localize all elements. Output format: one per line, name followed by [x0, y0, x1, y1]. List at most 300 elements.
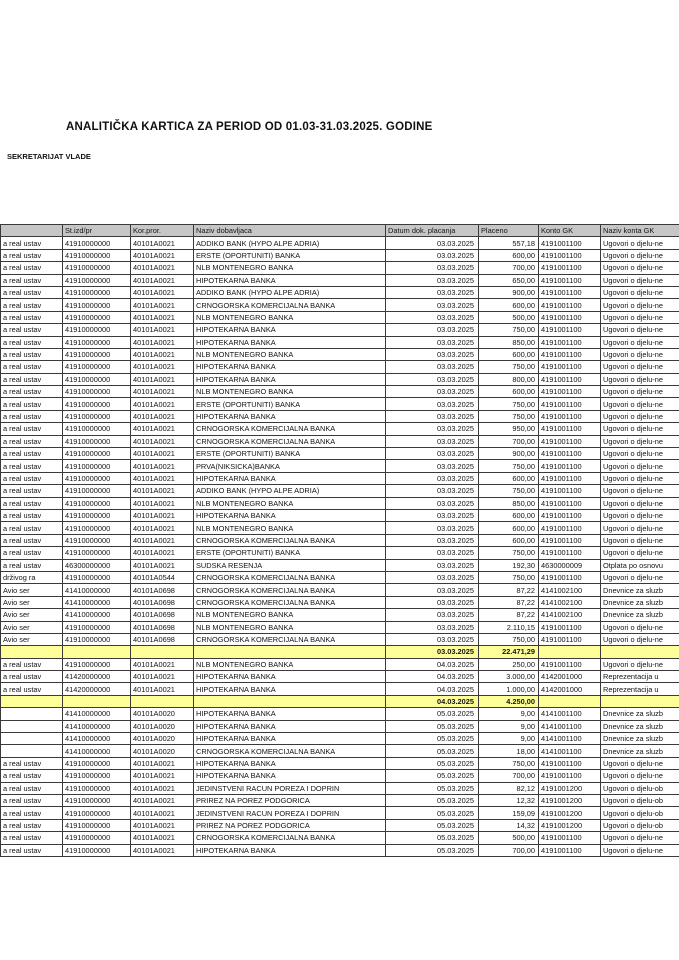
cell-kor-pror: 40101A0021 [131, 757, 194, 769]
cell-konto-gk: 4191001100 [539, 844, 601, 856]
cell-program: Avio ser [1, 621, 63, 633]
cell-naziv-konta-gk: Ugovori o djelu-ob [601, 819, 679, 831]
cell-naziv-dobavljaca: ERSTE (OPORTUNITI) BANKA [194, 398, 386, 410]
cell-placeno: 700,00 [479, 770, 539, 782]
cell-program [1, 708, 63, 720]
cell-naziv-dobavljaca: HIPOTEKARNA BANKA [194, 757, 386, 769]
cell-program: a real ustav [1, 237, 63, 249]
cell-konto-gk: 4191001100 [539, 534, 601, 546]
cell-datum-placanja: 03.03.2025 [386, 249, 479, 261]
table-row [1, 633, 679, 645]
cell-program: a real ustav [1, 472, 63, 484]
cell-st-izd-pr: 41910000000 [63, 448, 131, 460]
cell-program: a real ustav [1, 485, 63, 497]
table-row [1, 249, 679, 261]
cell-program: a real ustav [1, 509, 63, 521]
cell-kor-pror: 40101A0021 [131, 324, 194, 336]
cell-st-izd-pr: 41910000000 [63, 286, 131, 298]
cell-konto-gk: 4191001200 [539, 782, 601, 794]
cell-kor-pror: 40101A0021 [131, 398, 194, 410]
cell-konto-gk: 4142001000 [539, 671, 601, 683]
cell-datum-placanja: 05.03.2025 [386, 832, 479, 844]
cell-konto-gk: 4141002100 [539, 609, 601, 621]
cell-naziv-dobavljaca: ERSTE (OPORTUNITI) BANKA [194, 448, 386, 460]
cell-kor-pror: 40101A0021 [131, 435, 194, 447]
cell-kor-pror: 40101A0698 [131, 584, 194, 596]
cell-kor-pror: 40101A0021 [131, 844, 194, 856]
cell-naziv-konta-gk: Ugovori o djelu-ne [601, 757, 679, 769]
table-row [1, 460, 679, 472]
cell-kor-pror: 40101A0021 [131, 262, 194, 274]
cell-placeno: 557,18 [479, 237, 539, 249]
cell-datum-placanja: 03.03.2025 [386, 435, 479, 447]
cell-datum-placanja: 03.03.2025 [386, 274, 479, 286]
cell-kor-pror: 40101A0020 [131, 720, 194, 732]
cell-program: a real ustav [1, 844, 63, 856]
cell-naziv-dobavljaca: HIPOTEKARNA BANKA [194, 410, 386, 422]
cell-program: a real ustav [1, 807, 63, 819]
cell-program: drživog ra [1, 571, 63, 583]
cell-program: a real ustav [1, 757, 63, 769]
cell-naziv-dobavljaca: SUDSKA RESENJA [194, 559, 386, 571]
cell-placeno: 500,00 [479, 832, 539, 844]
table-row [1, 547, 679, 559]
cell-program: a real ustav [1, 819, 63, 831]
table-row [1, 386, 679, 398]
cell-placeno: 750,00 [479, 324, 539, 336]
cell-kor-pror: 40101A0021 [131, 497, 194, 509]
cell-placeno: 9,00 [479, 720, 539, 732]
cell-naziv-konta-gk: Dnevnice za sluzb [601, 733, 679, 745]
cell-st-izd-pr: 41910000000 [63, 423, 131, 435]
table-row [1, 311, 679, 323]
cell-program: a real ustav [1, 348, 63, 360]
cell-st-izd-pr: 41910000000 [63, 373, 131, 385]
cell-st-izd-pr: 41910000000 [63, 410, 131, 422]
cell-konto-gk [539, 695, 601, 707]
cell-kor-pror: 40101A0021 [131, 274, 194, 286]
cell-datum-placanja: 03.03.2025 [386, 348, 479, 360]
table-row [1, 262, 679, 274]
cell-placeno: 600,00 [479, 299, 539, 311]
cell-st-izd-pr: 41910000000 [63, 237, 131, 249]
cell-placeno: 750,00 [479, 460, 539, 472]
cell-kor-pror: 40101A0021 [131, 249, 194, 261]
organization-name: SEKRETARIJAT VLADE [7, 152, 91, 161]
cell-naziv-konta-gk: Ugovori o djelu-ne [601, 398, 679, 410]
cell-naziv-dobavljaca: CRNOGORSKA KOMERCIJALNA BANKA [194, 584, 386, 596]
table-row [1, 819, 679, 831]
cell-konto-gk: 4191001100 [539, 435, 601, 447]
cell-naziv-konta-gk: Ugovori o djelu-ob [601, 782, 679, 794]
cell-naziv-konta-gk: Ugovori o djelu-ne [601, 311, 679, 323]
cell-program [1, 720, 63, 732]
cell-naziv-konta-gk: Ugovori o djelu-ne [601, 299, 679, 311]
cell-naziv-konta-gk: Ugovori o djelu-ne [601, 373, 679, 385]
cell-datum-placanja: 03.03.2025 [386, 621, 479, 633]
cell-datum-placanja: 03.03.2025 [386, 361, 479, 373]
cell-konto-gk: 4141001100 [539, 733, 601, 745]
cell-datum-placanja: 03.03.2025 [386, 584, 479, 596]
table-row [1, 286, 679, 298]
cell-kor-pror [131, 646, 194, 658]
cell-naziv-konta-gk: Ugovori o djelu-ne [601, 435, 679, 447]
cell-st-izd-pr: 41910000000 [63, 782, 131, 794]
cell-naziv-konta-gk: Ugovori o djelu-ne [601, 633, 679, 645]
cell-datum-placanja: 03.03.2025 [386, 559, 479, 571]
cell-placeno: 250,00 [479, 658, 539, 670]
cell-naziv-dobavljaca: NLB MONTENEGRO BANKA [194, 609, 386, 621]
cell-datum-placanja: 03.03.2025 [386, 262, 479, 274]
cell-placeno: 500,00 [479, 311, 539, 323]
table-row [1, 274, 679, 286]
cell-konto-gk: 4191001100 [539, 423, 601, 435]
cell-datum-placanja: 03.03.2025 [386, 373, 479, 385]
cell-naziv-konta-gk: Ugovori o djelu-ne [601, 361, 679, 373]
cell-st-izd-pr: 41910000000 [63, 522, 131, 534]
cell-naziv-konta-gk: Ugovori o djelu-ne [601, 274, 679, 286]
table-row [1, 733, 679, 745]
cell-kor-pror: 40101A0021 [131, 348, 194, 360]
cell-st-izd-pr: 41910000000 [63, 757, 131, 769]
cell-st-izd-pr: 41410000000 [63, 720, 131, 732]
table-row [1, 584, 679, 596]
table-row [1, 658, 679, 670]
cell-konto-gk: 4191001100 [539, 398, 601, 410]
table-row [1, 485, 679, 497]
cell-placeno: 87,22 [479, 584, 539, 596]
cell-program [1, 745, 63, 757]
cell-program: a real ustav [1, 274, 63, 286]
cell-naziv-dobavljaca: NLB MONTENEGRO BANKA [194, 522, 386, 534]
table-row [1, 844, 679, 856]
cell-kor-pror: 40101A0020 [131, 733, 194, 745]
column-header-naziv-dobavljaca: Naziv dobavljaca [194, 225, 386, 237]
cell-konto-gk: 4191001100 [539, 485, 601, 497]
cell-placeno: 850,00 [479, 497, 539, 509]
cell-konto-gk [539, 646, 601, 658]
cell-program: a real ustav [1, 361, 63, 373]
cell-st-izd-pr: 41910000000 [63, 386, 131, 398]
cell-konto-gk: 4191001100 [539, 373, 601, 385]
cell-konto-gk: 4191001100 [539, 832, 601, 844]
cell-konto-gk: 4141002100 [539, 596, 601, 608]
cell-kor-pror: 40101A0021 [131, 373, 194, 385]
cell-kor-pror: 40101A0698 [131, 621, 194, 633]
cell-konto-gk: 4191001100 [539, 262, 601, 274]
cell-naziv-konta-gk: Ugovori o djelu-ne [601, 262, 679, 274]
cell-program: a real ustav [1, 460, 63, 472]
table-header-row [1, 225, 679, 237]
cell-naziv-konta-gk: Ugovori o djelu-ne [601, 286, 679, 298]
cell-datum-placanja: 03.03.2025 [386, 509, 479, 521]
cell-kor-pror: 40101A0021 [131, 460, 194, 472]
cell-kor-pror: 40101A0021 [131, 299, 194, 311]
table-row [1, 348, 679, 360]
cell-kor-pror: 40101A0698 [131, 609, 194, 621]
cell-st-izd-pr: 41910000000 [63, 794, 131, 806]
page-title: ANALITIČKA KARTICA ZA PERIOD OD 01.03-31.03.2025. GODINE [66, 121, 433, 133]
cell-konto-gk: 4191001100 [539, 249, 601, 261]
cell-st-izd-pr: 41910000000 [63, 398, 131, 410]
cell-naziv-konta-gk: Reprezentacija u [601, 683, 679, 695]
cell-placeno: 600,00 [479, 534, 539, 546]
cell-naziv-konta-gk: Ugovori o djelu-ne [601, 621, 679, 633]
cell-konto-gk: 4191001100 [539, 274, 601, 286]
cell-naziv-konta-gk: Ugovori o djelu-ne [601, 249, 679, 261]
cell-naziv-dobavljaca: CRNOGORSKA KOMERCIJALNA BANKA [194, 435, 386, 447]
table-row [1, 757, 679, 769]
cell-placeno: 600,00 [479, 249, 539, 261]
cell-naziv-konta-gk [601, 695, 679, 707]
cell-st-izd-pr: 41910000000 [63, 633, 131, 645]
cell-datum-placanja: 03.03.2025 [386, 311, 479, 323]
cell-datum-placanja: 05.03.2025 [386, 819, 479, 831]
cell-kor-pror: 40101A0020 [131, 745, 194, 757]
cell-st-izd-pr: 41910000000 [63, 497, 131, 509]
cell-naziv-dobavljaca: HIPOTEKARNA BANKA [194, 509, 386, 521]
table-row [1, 671, 679, 683]
cell-st-izd-pr: 41910000000 [63, 621, 131, 633]
cell-st-izd-pr: 41910000000 [63, 274, 131, 286]
cell-kor-pror: 40101A0021 [131, 807, 194, 819]
table-row [1, 559, 679, 571]
cell-datum-placanja: 05.03.2025 [386, 782, 479, 794]
column-header-program [1, 225, 63, 237]
cell-program: a real ustav [1, 559, 63, 571]
cell-datum-placanja: 03.03.2025 [386, 609, 479, 621]
cell-program: a real ustav [1, 324, 63, 336]
cell-konto-gk: 4142001000 [539, 683, 601, 695]
table-row [1, 534, 679, 546]
cell-naziv-konta-gk: Dnevnice za sluzb [601, 609, 679, 621]
cell-kor-pror: 40101A0021 [131, 286, 194, 298]
cell-placeno: 750,00 [479, 757, 539, 769]
cell-datum-placanja: 03.03.2025 [386, 336, 479, 348]
cell-konto-gk: 4191001100 [539, 336, 601, 348]
cell-st-izd-pr: 41910000000 [63, 249, 131, 261]
cell-konto-gk: 4191001100 [539, 497, 601, 509]
cell-naziv-konta-gk: Otplata po osnovu [601, 559, 679, 571]
cell-datum-placanja: 05.03.2025 [386, 844, 479, 856]
cell-datum-placanja: 05.03.2025 [386, 757, 479, 769]
cell-naziv-dobavljaca: HIPOTEKARNA BANKA [194, 274, 386, 286]
cell-datum-placanja: 05.03.2025 [386, 794, 479, 806]
cell-konto-gk: 4191001100 [539, 410, 601, 422]
cell-konto-gk: 4191001200 [539, 819, 601, 831]
cell-naziv-konta-gk: Ugovori o djelu-ne [601, 336, 679, 348]
cell-naziv-konta-gk: Ugovori o djelu-ne [601, 386, 679, 398]
cell-naziv-dobavljaca: HIPOTEKARNA BANKA [194, 733, 386, 745]
cell-program: a real ustav [1, 794, 63, 806]
cell-naziv-konta-gk: Dnevnice za sluzb [601, 720, 679, 732]
cell-kor-pror: 40101A0021 [131, 832, 194, 844]
cell-st-izd-pr: 41910000000 [63, 819, 131, 831]
cell-konto-gk: 4191001100 [539, 361, 601, 373]
cell-kor-pror: 40101A0021 [131, 534, 194, 546]
cell-program: a real ustav [1, 832, 63, 844]
cell-naziv-dobavljaca: HIPOTEKARNA BANKA [194, 683, 386, 695]
cell-naziv-dobavljaca: CRNOGORSKA KOMERCIJALNA BANKA [194, 633, 386, 645]
cell-konto-gk: 4191001100 [539, 522, 601, 534]
cell-naziv-konta-gk: Ugovori o djelu-ne [601, 844, 679, 856]
cell-st-izd-pr: 41420000000 [63, 683, 131, 695]
cell-placeno: 82,12 [479, 782, 539, 794]
cell-naziv-dobavljaca: CRNOGORSKA KOMERCIJALNA BANKA [194, 745, 386, 757]
cell-naziv-dobavljaca: HIPOTEKARNA BANKA [194, 324, 386, 336]
table-row [1, 373, 679, 385]
cell-naziv-dobavljaca: NLB MONTENEGRO BANKA [194, 262, 386, 274]
column-header-konto-gk: Konto GK [539, 225, 601, 237]
cell-datum-placanja: 05.03.2025 [386, 720, 479, 732]
table-row [1, 410, 679, 422]
cell-naziv-dobavljaca: NLB MONTENEGRO BANKA [194, 348, 386, 360]
cell-konto-gk: 4141001100 [539, 745, 601, 757]
cell-st-izd-pr: 41910000000 [63, 832, 131, 844]
table-row [1, 794, 679, 806]
cell-placeno: 750,00 [479, 410, 539, 422]
cell-st-izd-pr: 41910000000 [63, 262, 131, 274]
cell-naziv-dobavljaca: CRNOGORSKA KOMERCIJALNA BANKA [194, 832, 386, 844]
cell-konto-gk: 4191001100 [539, 299, 601, 311]
table-row [1, 782, 679, 794]
cell-naziv-konta-gk: Dnevnice za sluzb [601, 708, 679, 720]
cell-program: a real ustav [1, 398, 63, 410]
cell-kor-pror: 40101A0021 [131, 671, 194, 683]
cell-st-izd-pr: 41910000000 [63, 807, 131, 819]
cell-placeno: 3.000,00 [479, 671, 539, 683]
cell-naziv-dobavljaca: HIPOTEKARNA BANKA [194, 472, 386, 484]
column-header-st-izd-pr: St.izd/pr [63, 225, 131, 237]
cell-program: a real ustav [1, 534, 63, 546]
cell-naziv-konta-gk: Ugovori o djelu-ne [601, 485, 679, 497]
table-row [1, 609, 679, 621]
cell-kor-pror: 40101A0021 [131, 237, 194, 249]
cell-naziv-dobavljaca: HIPOTEKARNA BANKA [194, 373, 386, 385]
cell-st-izd-pr [63, 646, 131, 658]
table-row [1, 522, 679, 534]
cell-kor-pror: 40101A0021 [131, 336, 194, 348]
cell-naziv-dobavljaca: CRNOGORSKA KOMERCIJALNA BANKA [194, 596, 386, 608]
cell-placeno: 22.471,29 [479, 646, 539, 658]
cell-datum-placanja: 05.03.2025 [386, 745, 479, 757]
cell-placeno: 950,00 [479, 423, 539, 435]
cell-naziv-konta-gk: Dnevnice za sluzb [601, 745, 679, 757]
cell-st-izd-pr: 41910000000 [63, 460, 131, 472]
cell-naziv-konta-gk: Ugovori o djelu-ob [601, 807, 679, 819]
cell-naziv-dobavljaca: HIPOTEKARNA BANKA [194, 336, 386, 348]
column-header-placeno: Placeno [479, 225, 539, 237]
cell-program: a real ustav [1, 410, 63, 422]
cell-kor-pror: 40101A0021 [131, 782, 194, 794]
cell-program: a real ustav [1, 336, 63, 348]
cell-kor-pror: 40101A0021 [131, 559, 194, 571]
cell-konto-gk: 4141002100 [539, 584, 601, 596]
cell-placeno: 700,00 [479, 262, 539, 274]
cell-placeno: 159,09 [479, 807, 539, 819]
cell-kor-pror: 40101A0021 [131, 386, 194, 398]
cell-konto-gk: 4191001100 [539, 757, 601, 769]
cell-naziv-konta-gk: Ugovori o djelu-ne [601, 348, 679, 360]
cell-placeno: 87,22 [479, 609, 539, 621]
cell-st-izd-pr: 41910000000 [63, 770, 131, 782]
cell-program: a real ustav [1, 435, 63, 447]
cell-datum-placanja: 03.03.2025 [386, 633, 479, 645]
cell-kor-pror: 40101A0021 [131, 658, 194, 670]
cell-datum-placanja: 03.03.2025 [386, 237, 479, 249]
cell-kor-pror: 40101A0021 [131, 311, 194, 323]
cell-program: a real ustav [1, 286, 63, 298]
cell-datum-placanja: 03.03.2025 [386, 522, 479, 534]
cell-placeno: 650,00 [479, 274, 539, 286]
cell-datum-placanja: 03.03.2025 [386, 286, 479, 298]
cell-st-izd-pr: 41910000000 [63, 509, 131, 521]
cell-program: a real ustav [1, 658, 63, 670]
cell-datum-placanja: 03.03.2025 [386, 534, 479, 546]
cell-datum-placanja: 05.03.2025 [386, 733, 479, 745]
cell-st-izd-pr: 41410000000 [63, 708, 131, 720]
cell-naziv-dobavljaca: PRIREZ NA POREZ PODGORICA [194, 819, 386, 831]
table-row [1, 435, 679, 447]
table-row [1, 324, 679, 336]
cell-kor-pror: 40101A0698 [131, 596, 194, 608]
cell-program [1, 646, 63, 658]
cell-naziv-dobavljaca: PRVA(NIKSICKA)BANKA [194, 460, 386, 472]
column-header-datum-placanja: Datum dok. placanja [386, 225, 479, 237]
cell-konto-gk: 4191001100 [539, 460, 601, 472]
cell-konto-gk: 4191001100 [539, 348, 601, 360]
cell-naziv-dobavljaca: HIPOTEKARNA BANKA [194, 708, 386, 720]
cell-konto-gk: 4191001100 [539, 472, 601, 484]
cell-placeno: 600,00 [479, 472, 539, 484]
cell-st-izd-pr: 41910000000 [63, 658, 131, 670]
cell-program: Avio ser [1, 596, 63, 608]
cell-naziv-dobavljaca: PRIREZ NA POREZ PODGORICA [194, 794, 386, 806]
cell-program: a real ustav [1, 249, 63, 261]
cell-naziv-dobavljaca: CRNOGORSKA KOMERCIJALNA BANKA [194, 423, 386, 435]
cell-kor-pror: 40101A0021 [131, 683, 194, 695]
cell-kor-pror: 40101A0021 [131, 819, 194, 831]
cell-konto-gk: 4191001100 [539, 633, 601, 645]
table-row [1, 745, 679, 757]
cell-naziv-dobavljaca: ADDIKO BANK (HYPO ALPE ADRIA) [194, 237, 386, 249]
table-row [1, 423, 679, 435]
table-row [1, 596, 679, 608]
cell-st-izd-pr: 41910000000 [63, 485, 131, 497]
subtotal-row [1, 646, 679, 658]
cell-konto-gk: 4191001100 [539, 770, 601, 782]
cell-kor-pror: 40101A0021 [131, 485, 194, 497]
cell-kor-pror: 40101A0021 [131, 794, 194, 806]
cell-kor-pror: 40101A0544 [131, 571, 194, 583]
cell-datum-placanja: 03.03.2025 [386, 460, 479, 472]
cell-naziv-konta-gk: Ugovori o djelu-ne [601, 497, 679, 509]
cell-datum-placanja: 03.03.2025 [386, 547, 479, 559]
cell-naziv-dobavljaca: ERSTE (OPORTUNITI) BANKA [194, 249, 386, 261]
cell-konto-gk: 4191001200 [539, 794, 601, 806]
cell-placeno: 600,00 [479, 348, 539, 360]
cell-konto-gk: 4191001100 [539, 509, 601, 521]
cell-placeno: 800,00 [479, 373, 539, 385]
cell-naziv-konta-gk: Dnevnice za sluzb [601, 584, 679, 596]
cell-st-izd-pr: 41420000000 [63, 671, 131, 683]
cell-program: Avio ser [1, 633, 63, 645]
table-row [1, 571, 679, 583]
cell-konto-gk: 4191001100 [539, 547, 601, 559]
cell-placeno: 600,00 [479, 509, 539, 521]
cell-placeno: 2.110,15 [479, 621, 539, 633]
table-row [1, 621, 679, 633]
